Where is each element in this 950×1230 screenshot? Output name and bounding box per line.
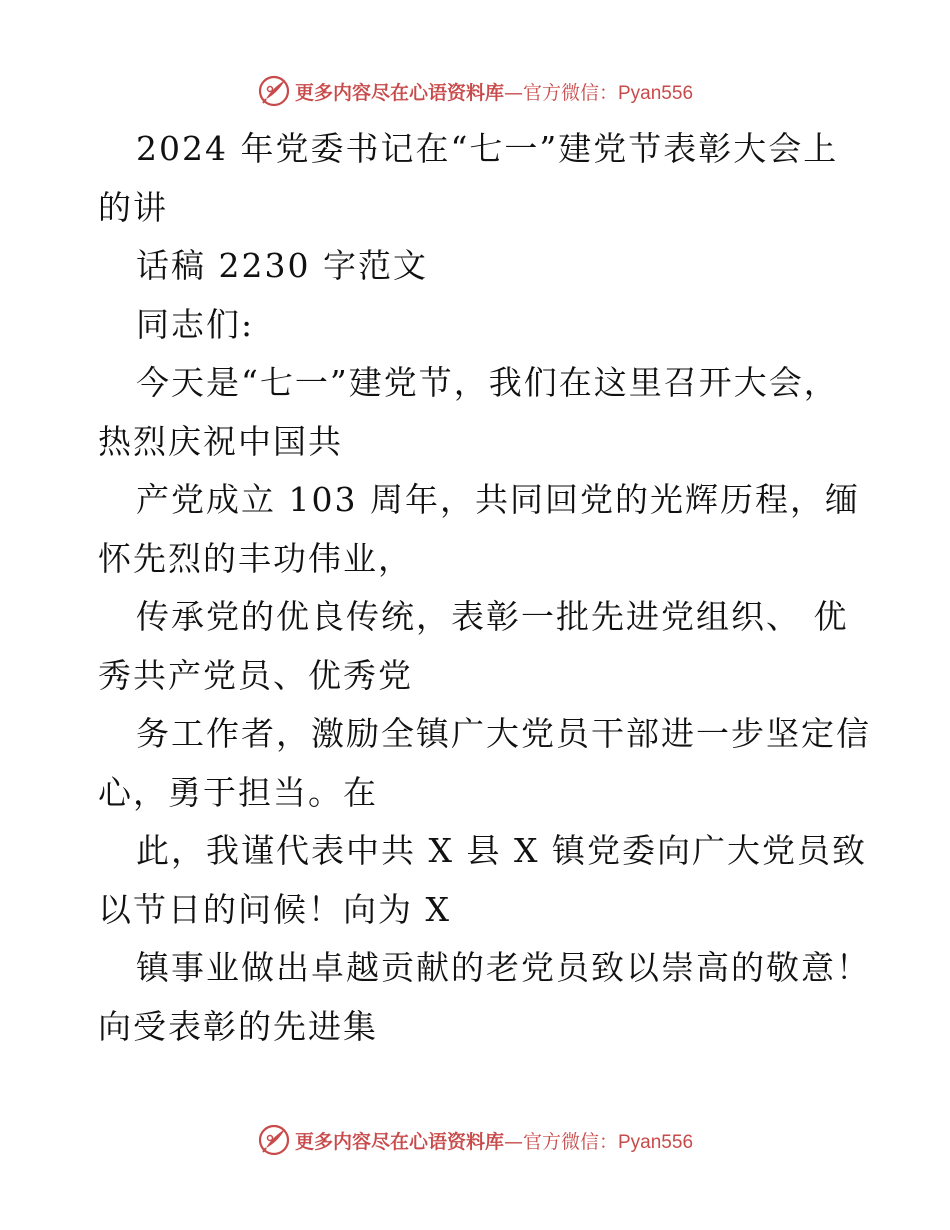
paragraph-line: 务工作者，激励全镇广大党员干部进一步坚定信 (136, 714, 871, 753)
title-line-1: 2024 年党委书记在“七一”建党节表彰大会上 (136, 129, 839, 168)
paragraph-line: 心，勇于担当。在 (98, 772, 378, 812)
watermark-text (295, 1127, 693, 1154)
quill-pen-logo-icon (257, 1123, 291, 1157)
paragraph-line: 向受表彰的先进集 (98, 1006, 378, 1046)
paragraph-line: 今天是“七一”建党节，我们在这里召开大会， (136, 363, 839, 402)
title-line-3: 话稿 2230 字范文 (136, 246, 428, 285)
watermark-dash: — (503, 81, 523, 104)
salutation: 同志们: (136, 304, 255, 344)
watermark-wechat-label: 官方微信： (522, 81, 618, 104)
watermark-library-name: 更多内容尽在心语资料库 (294, 1130, 504, 1153)
watermark-wechat-label: 官方微信： (522, 1130, 618, 1153)
paragraph-line: 产党成立 103 周年，共同回党的光辉历程，缅 (136, 480, 860, 519)
watermark-wechat-id: Pyan556 (618, 1131, 694, 1153)
paragraph-line: 以节日的问候！向为 X (98, 889, 451, 929)
watermark-text (295, 78, 693, 105)
watermark-wechat-id: Pyan556 (618, 82, 694, 104)
paragraph-line: 秀共产党员、优秀党 (98, 655, 413, 695)
document-body (98, 120, 871, 1056)
watermark-dash: — (503, 1130, 523, 1153)
footer-watermark (0, 1120, 950, 1160)
header-watermark (0, 71, 950, 111)
paragraph-line: 镇事业做出卓越贡献的老党员致以崇高的敬意！ (136, 948, 871, 987)
quill-pen-logo-icon (257, 74, 291, 108)
paragraph-line: 怀先烈的丰功伟业， (98, 538, 413, 578)
paragraph-line: 热烈庆祝中国共 (98, 421, 343, 461)
watermark-library-name: 更多内容尽在心语资料库 (294, 81, 504, 104)
paragraph-line: 传承党的优良传统，表彰一批先进党组织、 优 (136, 597, 849, 636)
title-line-2: 的讲 (98, 187, 168, 227)
paragraph-line: 此，我谨代表中共 X 县 X 镇党委向广大党员致 (136, 831, 867, 870)
